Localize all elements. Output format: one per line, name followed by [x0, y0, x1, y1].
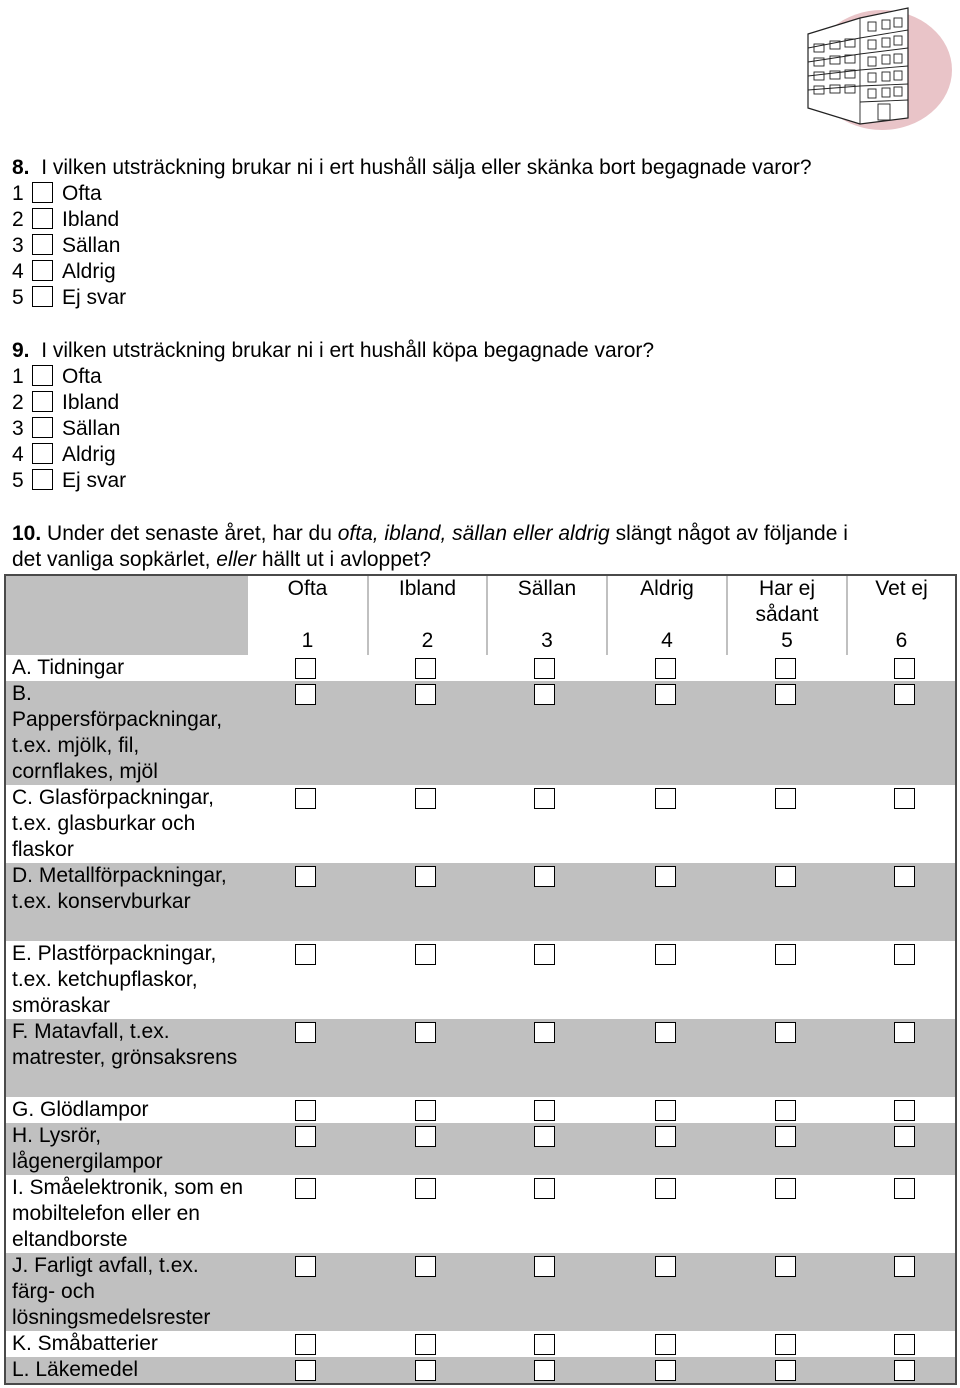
- checkbox[interactable]: [655, 1334, 676, 1355]
- checkbox[interactable]: [415, 684, 436, 705]
- column-header-number: 3: [541, 629, 553, 652]
- checkbox[interactable]: [295, 866, 316, 887]
- row-label: L. Läkemedel: [12, 1358, 139, 1381]
- table-row: [6, 1331, 955, 1357]
- question-10-line-2: det vanliga sopkärlet, eller hällt ut i avloppet?: [12, 548, 432, 571]
- checkbox[interactable]: [655, 1256, 676, 1277]
- question-9-number: 9.: [12, 339, 30, 362]
- checkbox[interactable]: [32, 391, 53, 412]
- checkbox[interactable]: [534, 866, 555, 887]
- checkbox[interactable]: [534, 1100, 555, 1121]
- row-label: F. Matavfall, t.ex. matrester, grönsaksrens: [12, 1020, 238, 1069]
- row-label: G. Glödlampor: [12, 1098, 149, 1121]
- checkbox[interactable]: [32, 417, 53, 438]
- checkbox[interactable]: [894, 1100, 915, 1121]
- checkbox[interactable]: [775, 1360, 796, 1381]
- checkbox[interactable]: [655, 944, 676, 965]
- checkbox[interactable]: [32, 182, 53, 203]
- checkbox[interactable]: [655, 1022, 676, 1043]
- checkbox[interactable]: [775, 1126, 796, 1147]
- q9-option-1[interactable]: 1 Ofta: [12, 365, 102, 388]
- table-row: [6, 1175, 955, 1253]
- header-blank-cell: [6, 576, 246, 655]
- checkbox[interactable]: [295, 1100, 316, 1121]
- checkbox[interactable]: [534, 1360, 555, 1381]
- checkbox[interactable]: [655, 1100, 676, 1121]
- checkbox[interactable]: [534, 658, 555, 679]
- checkbox[interactable]: [415, 944, 436, 965]
- checkbox[interactable]: [415, 658, 436, 679]
- column-header-1: [248, 576, 367, 655]
- q9-option-5[interactable]: 5 Ej svar: [12, 469, 127, 492]
- table-row: [6, 863, 955, 941]
- checkbox[interactable]: [655, 1126, 676, 1147]
- checkbox[interactable]: [775, 658, 796, 679]
- question-9: [12, 338, 654, 364]
- q8-option-4[interactable]: 4 Aldrig: [12, 260, 116, 283]
- checkbox[interactable]: [655, 788, 676, 809]
- checkbox[interactable]: [894, 1022, 915, 1043]
- checkbox[interactable]: [775, 1178, 796, 1199]
- checkbox[interactable]: [894, 866, 915, 887]
- q8-option-1[interactable]: 1 Ofta: [12, 182, 102, 205]
- checkbox[interactable]: [295, 658, 316, 679]
- row-label: A. Tidningar: [12, 656, 125, 679]
- checkbox[interactable]: [295, 684, 316, 705]
- checkbox[interactable]: [534, 684, 555, 705]
- table-row: [6, 1097, 955, 1123]
- checkbox[interactable]: [655, 1360, 676, 1381]
- checkbox[interactable]: [295, 1022, 316, 1043]
- checkbox[interactable]: [415, 1178, 436, 1199]
- checkbox[interactable]: [32, 208, 53, 229]
- checkbox[interactable]: [415, 1126, 436, 1147]
- checkbox[interactable]: [534, 1022, 555, 1043]
- checkbox[interactable]: [775, 684, 796, 705]
- checkbox[interactable]: [534, 788, 555, 809]
- column-header-label: Aldrig: [640, 577, 694, 600]
- checkbox[interactable]: [32, 443, 53, 464]
- table-row: [6, 1123, 955, 1175]
- q8-option-2[interactable]: 2 Ibland: [12, 208, 120, 231]
- column-header-number: 1: [301, 629, 314, 652]
- checkbox[interactable]: [775, 788, 796, 809]
- question-10: 10. Under det senaste året, har du ofta, ibland, sällan eller aldrig slängt något av följande i: [12, 522, 848, 545]
- column-header-label: Har ej sådant: [755, 577, 819, 626]
- row-label: I. Småelektronik, som en mobiltelefon eller en eltandborste: [12, 1176, 244, 1251]
- column-header-number: 5: [781, 629, 793, 652]
- checkbox[interactable]: [415, 788, 436, 809]
- q8-option-3[interactable]: 3 Sällan: [12, 234, 121, 257]
- checkbox[interactable]: [894, 1360, 915, 1381]
- column-header-2: [369, 576, 486, 655]
- frequency-table: [4, 574, 957, 1385]
- checkbox[interactable]: [534, 1256, 555, 1277]
- checkbox[interactable]: [295, 1256, 316, 1277]
- question-8-number: 8.: [12, 156, 30, 179]
- q9-option-3[interactable]: 3 Sällan: [12, 417, 121, 440]
- table-row: [6, 681, 955, 785]
- checkbox[interactable]: [415, 1256, 436, 1277]
- checkbox[interactable]: [894, 788, 915, 809]
- checkbox[interactable]: [415, 866, 436, 887]
- checkbox[interactable]: [32, 234, 53, 255]
- column-header-label: Sällan: [517, 577, 577, 600]
- checkbox[interactable]: [534, 1334, 555, 1355]
- column-header-6: [848, 576, 955, 655]
- checkbox[interactable]: [32, 365, 53, 386]
- checkbox[interactable]: [534, 1178, 555, 1199]
- checkbox[interactable]: [415, 1100, 436, 1121]
- checkbox[interactable]: [295, 1178, 316, 1199]
- column-header-number: 6: [895, 629, 908, 652]
- checkbox[interactable]: [295, 788, 316, 809]
- row-label: J. Farligt avfall, t.ex. färg- och lösningsmedelsrester: [12, 1254, 211, 1329]
- checkbox[interactable]: [775, 944, 796, 965]
- checkbox[interactable]: [32, 286, 53, 307]
- table-row: [6, 1253, 955, 1331]
- checkbox[interactable]: [894, 658, 915, 679]
- checkbox[interactable]: [775, 1022, 796, 1043]
- row-label: H. Lysrör, lågenergilampor: [12, 1124, 163, 1173]
- q9-option-2[interactable]: 2 Ibland: [12, 391, 120, 414]
- checkbox[interactable]: [775, 866, 796, 887]
- table-row: [6, 1019, 955, 1097]
- question-8: [12, 155, 812, 181]
- row-label: C. Glasförpackningar, t.ex. glasburkar och flaskor: [12, 786, 214, 861]
- row-label: K. Småbatterier: [12, 1332, 158, 1355]
- checkbox[interactable]: [894, 944, 915, 965]
- question-10-number: 10.: [12, 522, 42, 545]
- checkbox[interactable]: [32, 260, 53, 281]
- column-header-number: 2: [421, 629, 434, 652]
- column-header-label: Ofta: [287, 577, 328, 600]
- checkbox[interactable]: [295, 1334, 316, 1355]
- building-logo-icon: [798, 0, 954, 132]
- row-label: B. Pappersförpackningar, t.ex. mjölk, fil, cornflakes, mjöl: [12, 682, 223, 783]
- table-header: [6, 576, 955, 655]
- checkbox[interactable]: [534, 944, 555, 965]
- checkbox[interactable]: [894, 684, 915, 705]
- checkbox[interactable]: [295, 944, 316, 965]
- table-row: [6, 941, 955, 1019]
- q8-option-5[interactable]: 5 Ej svar: [12, 286, 127, 309]
- checkbox[interactable]: [415, 1022, 436, 1043]
- checkbox[interactable]: [534, 1126, 555, 1147]
- q9-option-4[interactable]: 4 Aldrig: [12, 443, 116, 466]
- row-label: D. Metallförpackningar, t.ex. konservburkar: [12, 864, 227, 913]
- question-9-text: I vilken utsträckning brukar ni i ert hushåll köpa begagnade varor?: [41, 339, 655, 362]
- question-8-text: I vilken utsträckning brukar ni i ert hushåll sälja eller skänka bort begagnade varor?: [41, 156, 812, 179]
- column-header-5: [728, 576, 846, 655]
- column-header-number: 4: [661, 629, 673, 652]
- checkbox[interactable]: [415, 1360, 436, 1381]
- checkbox[interactable]: [894, 1256, 915, 1277]
- row-label: E. Plastförpackningar, t.ex. ketchupflaskor, smöraskar: [12, 942, 217, 1017]
- table-row: [6, 785, 955, 863]
- checkbox[interactable]: [32, 469, 53, 490]
- checkbox[interactable]: [775, 1100, 796, 1121]
- checkbox[interactable]: [894, 1126, 915, 1147]
- column-header-4: [608, 576, 726, 655]
- checkbox[interactable]: [295, 1126, 316, 1147]
- checkbox[interactable]: [655, 866, 676, 887]
- checkbox[interactable]: [894, 1178, 915, 1199]
- checkbox[interactable]: [655, 658, 676, 679]
- checkbox[interactable]: [415, 1334, 436, 1355]
- checkbox[interactable]: [655, 1178, 676, 1199]
- checkbox[interactable]: [775, 1334, 796, 1355]
- checkbox[interactable]: [775, 1256, 796, 1277]
- checkbox[interactable]: [295, 1360, 316, 1381]
- column-header-3: [488, 576, 606, 655]
- checkbox[interactable]: [894, 1334, 915, 1355]
- column-header-label: Vet ej: [875, 577, 928, 600]
- table-row: [6, 1357, 955, 1383]
- table-row: [6, 655, 955, 681]
- checkbox[interactable]: [655, 684, 676, 705]
- column-header-label: Ibland: [398, 577, 457, 600]
